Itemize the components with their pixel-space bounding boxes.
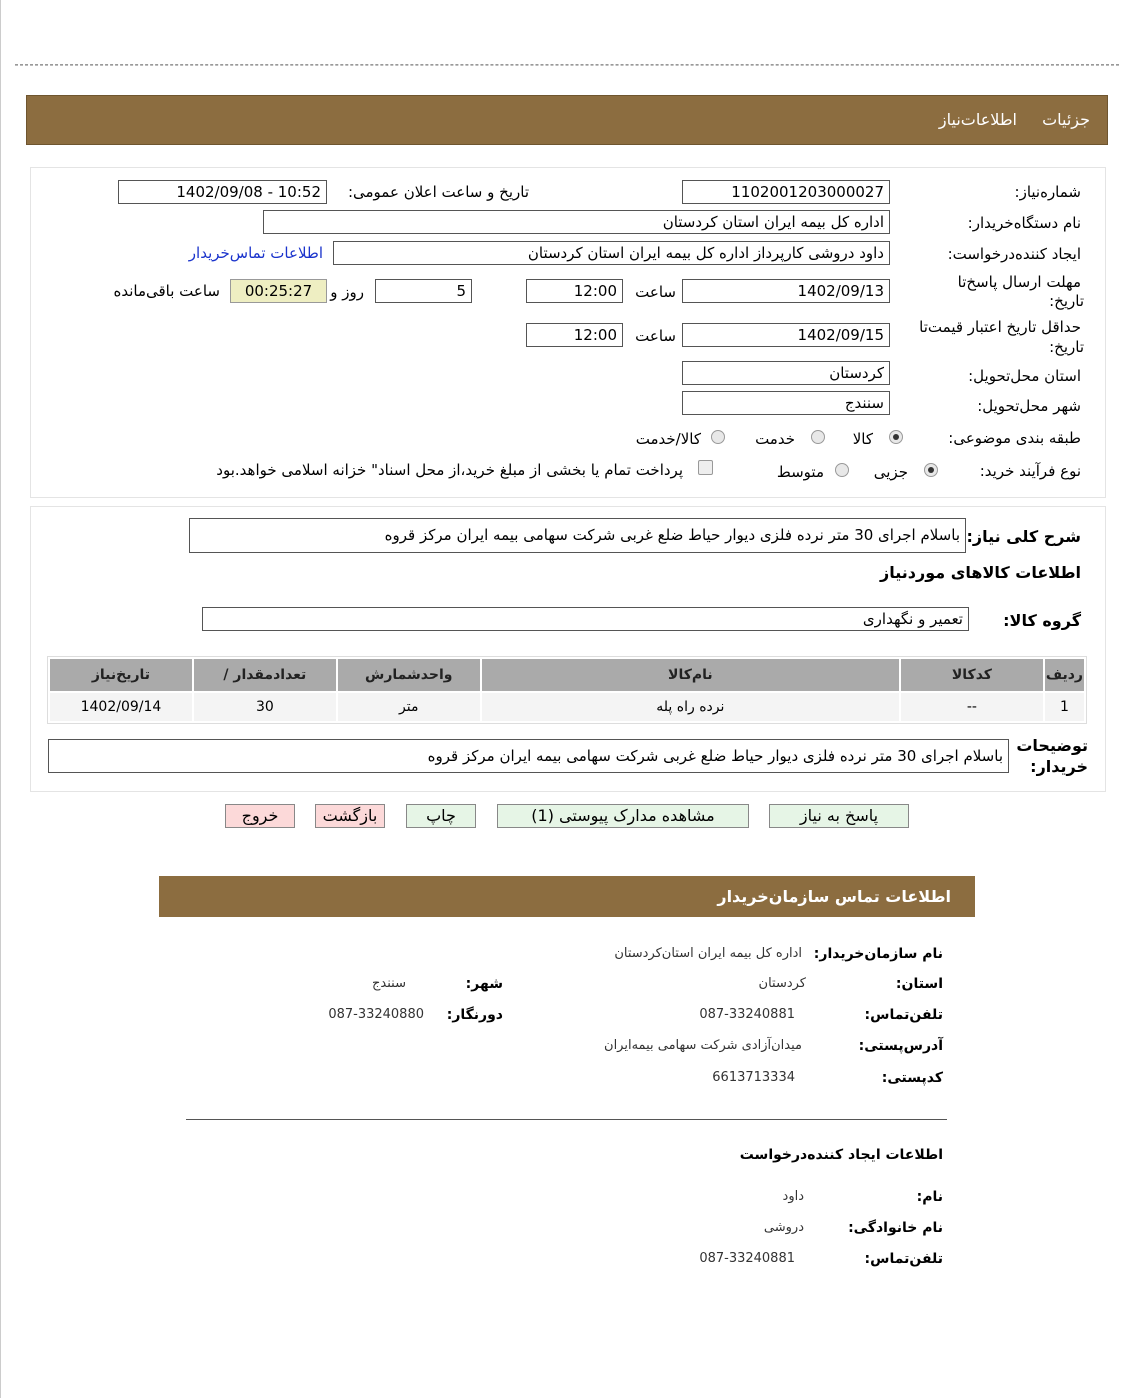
goods-group-field: تعمیر و نگهداری <box>202 607 969 631</box>
process-label: نوع فرآیند خرید: <box>979 462 1081 480</box>
exit-button[interactable]: خروج <box>225 804 295 828</box>
cell-code: -- <box>901 693 1043 721</box>
cell-row: 1 <box>1045 693 1084 721</box>
province-label: استان محل‌تحویل: <box>968 367 1081 385</box>
cell-name: نرده راه پله <box>482 693 899 721</box>
treasury-note: پرداخت تمام یا بخشی از مبلغ خرید،از محل اسناد" خزانه اسلامی خواهد.بود <box>216 461 683 479</box>
cell-unit: متر <box>338 693 480 721</box>
buyer-org-label: نام دستگاه‌خریدار: <box>967 214 1081 232</box>
tab-details[interactable]: جزئیات <box>1042 110 1090 129</box>
deadline-label: مهلت ارسال پاسخ‌تا <box>957 273 1081 291</box>
price-valid-label-2: تاریخ: <box>1049 338 1084 356</box>
category-label: طبقه بندی موضوعی: <box>948 429 1081 447</box>
reply-button[interactable]: پاسخ به نیاز <box>769 804 909 828</box>
price-valid-time-field: 12:00 <box>526 323 623 347</box>
announce-datetime-field: 1402/09/08 - 10:52 <box>118 180 327 204</box>
need-number-field: 1102001203000027 <box>682 180 890 204</box>
creator-name-label: نام: <box>916 1189 943 1205</box>
category-goods-radio[interactable] <box>889 430 903 444</box>
page-left-border <box>0 0 1 1398</box>
creator-name-value: داود <box>782 1189 804 1204</box>
contact-city-value: سنندج <box>372 976 406 991</box>
back-button[interactable]: بازگشت <box>315 804 385 828</box>
process-partial-radio[interactable] <box>924 463 938 477</box>
category-service-radio[interactable] <box>811 430 825 444</box>
contact-address-value: میدان‌آزادی شرکت سهامی بیمه‌ایران <box>604 1038 802 1053</box>
contact-province-label: استان: <box>895 976 943 992</box>
deadline-time-field: 12:00 <box>526 279 623 303</box>
contact-separator <box>186 1119 947 1120</box>
creator-family-value: دروشی <box>763 1220 804 1235</box>
contact-phone-label: تلفن‌تماس: <box>864 1007 943 1023</box>
creator-family-label: نام خانوادگی: <box>848 1220 943 1236</box>
col-row: ردیف <box>1045 659 1084 691</box>
buyer-notes-label: توضیحات <box>1016 736 1088 755</box>
cell-date: 1402/09/14 <box>50 693 192 721</box>
buyer-org-field: اداره کل بیمه ایران استان کردستان <box>263 210 890 234</box>
treasury-checkbox[interactable] <box>698 460 713 475</box>
col-qty: تعدادمقدار / <box>194 659 336 691</box>
province-field: کردستان <box>682 361 890 385</box>
print-button[interactable]: چاپ <box>406 804 476 828</box>
creator-label: ایجاد کننده‌درخواست: <box>947 245 1081 263</box>
contact-postal-value: 6613713334 <box>712 1070 795 1085</box>
tab-need-info[interactable]: اطلاعات‌نیاز <box>938 110 1017 129</box>
price-valid-label: حداقل تاریخ اعتبار قیمت‌تا <box>919 318 1081 336</box>
buyer-contact-link[interactable]: اطلاعات تماس‌خریدار <box>188 244 323 262</box>
price-valid-date-field: 1402/09/15 <box>682 323 890 347</box>
creator-info-title: اطلاعات ایجاد کننده‌درخواست <box>739 1147 943 1163</box>
remaining-label: ساعت باقی‌مانده <box>113 282 220 300</box>
process-medium-radio[interactable] <box>835 463 849 477</box>
cell-qty: 30 <box>194 693 336 721</box>
process-partial-label: جزیی <box>873 463 908 481</box>
contact-fax-value: 087-33240880 <box>328 1007 424 1022</box>
contact-address-label: آدرس‌پستی: <box>858 1038 943 1054</box>
city-field: سنندج <box>682 391 890 415</box>
category-goods-service-label: کالا/خدمت <box>635 430 701 448</box>
col-date: تاریخ‌نیاز <box>50 659 192 691</box>
summary-label: شرح کلی نیاز: <box>966 527 1081 546</box>
details-header-bar <box>26 95 1108 145</box>
deadline-time-label: ساعت <box>635 283 676 301</box>
days-field: 5 <box>375 279 472 303</box>
buyer-notes-label-2: خریدار: <box>1030 757 1088 776</box>
summary-field: باسلام اجرای 30 متر نرده فلزی دیوار حیاط ضلع غربی شرکت سهامی بیمه ایران مرکز قروه <box>189 518 966 553</box>
category-service-label: خدمت <box>755 430 795 448</box>
contact-postal-label: کدپستی: <box>881 1070 943 1086</box>
goods-table-wrapper <box>47 656 1087 724</box>
deadline-date-field: 1402/09/13 <box>682 279 890 303</box>
days-label: روز و <box>330 283 364 301</box>
contact-org-label: نام سازمان‌خریدار: <box>813 946 943 962</box>
category-goods-service-radio[interactable] <box>711 430 725 444</box>
table-header-row <box>50 659 1084 691</box>
contact-org-value: اداره کل بیمه ایران استان‌کردستان <box>614 946 802 961</box>
col-code: کدکالا <box>901 659 1043 691</box>
top-divider <box>15 64 1119 66</box>
deadline-label-2: تاریخ: <box>1049 292 1084 310</box>
need-number-label: شماره‌نیاز: <box>1014 183 1081 201</box>
col-name: نام‌کالا <box>482 659 899 691</box>
creator-field: داود دروشی کارپرداز اداره کل بیمه ایران استان کردستان <box>333 241 890 265</box>
buyer-contact-header <box>159 876 975 917</box>
creator-phone-value: 087-33240881 <box>699 1251 795 1266</box>
goods-info-title: اطلاعات کالاهای موردنیاز <box>880 563 1081 582</box>
contact-phone-value: 087-33240881 <box>699 1007 795 1022</box>
goods-table <box>48 657 1086 723</box>
category-goods-label: کالا <box>852 430 873 448</box>
creator-phone-label: تلفن‌تماس: <box>864 1251 943 1267</box>
buyer-notes-field: باسلام اجرای 30 متر نرده فلزی دیوار حیاط ضلع غربی شرکت سهامی بیمه ایران مرکز قروه <box>48 739 1009 773</box>
buyer-contact-title: اطلاعات تماس سازمان‌خریدار <box>717 887 951 906</box>
city-label: شهر محل‌تحویل: <box>977 397 1081 415</box>
contact-fax-label: دورنگار: <box>446 1007 503 1023</box>
contact-city-label: شهر: <box>465 976 503 992</box>
announce-label: تاریخ و ساعت اعلان عمومی: <box>347 183 529 201</box>
col-unit: واحدشمارش <box>338 659 480 691</box>
process-medium-label: متوسط <box>776 463 824 481</box>
table-row <box>50 693 1084 721</box>
goods-group-label: گروه کالا: <box>1003 611 1081 630</box>
countdown-timer: 00:25:27 <box>230 279 327 303</box>
view-docs-button[interactable]: مشاهده مدارک پیوستی (1) <box>497 804 749 828</box>
price-valid-time-label: ساعت <box>635 327 676 345</box>
contact-province-value: کردستان <box>758 976 806 991</box>
